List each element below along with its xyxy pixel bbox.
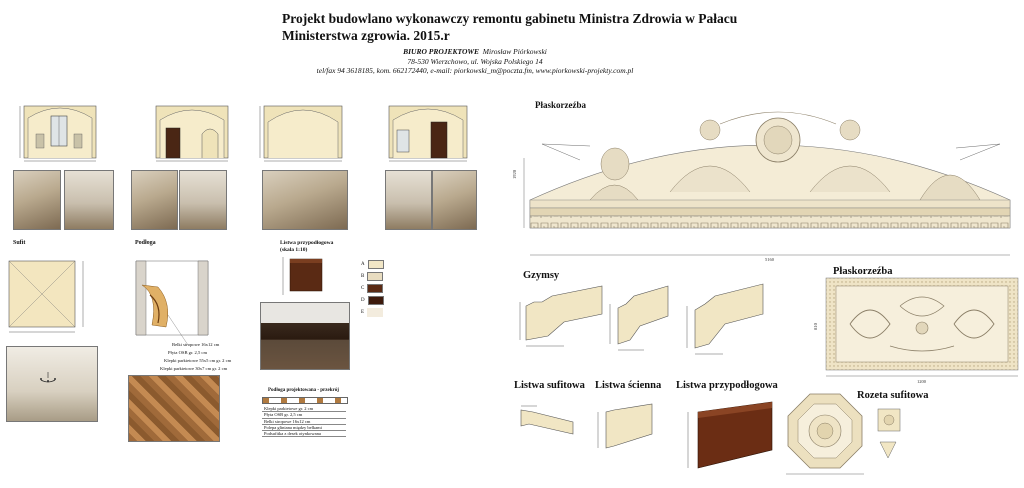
floor-notes: [160, 341, 231, 373]
floor-note-3: Klepki parkietowe 55x5 cm gr. 2 cm: [164, 358, 232, 363]
swatch-e: [367, 308, 383, 317]
swatch-row-e: [361, 308, 384, 317]
office-name: BIURO PROJEKTOWE: [403, 47, 480, 56]
swatch-label-d: D: [361, 298, 365, 303]
swatch-row-d: [361, 296, 384, 305]
baseboard-profile-left: [280, 255, 330, 297]
listwa-label-left: [280, 240, 333, 254]
room-photo-2: [64, 170, 114, 230]
office-contact: tel/fax 94 3618185, kom. 662172440, e-mail: piorkowski_m@poczta.fm, www.piorkowski-projekty.com.pl: [316, 66, 634, 75]
plaskorzezba-top-label: Płaskorzeźba: [535, 100, 586, 110]
room-photo-6: [385, 170, 432, 230]
listwa-sufitowa-label: Listwa sufitowa: [514, 380, 585, 391]
cornice-profile-3: [675, 282, 765, 366]
room-photo-1: [13, 170, 61, 230]
rozeta-label: Rozeta sufitowa: [857, 390, 929, 401]
swatch-label-a: A: [361, 262, 365, 267]
rosette-section-detail: [878, 440, 898, 460]
chandelier-icon: [38, 372, 58, 388]
relief-panel-mid: [820, 276, 1020, 380]
section-row-5: Podsufitka z desek otynkowana: [262, 431, 346, 437]
swatch-c: [367, 284, 383, 293]
title-line-1: Projekt budowlano wykonawczy remontu gabinetu Ministra Zdrowia w Pałacu: [282, 11, 738, 26]
listwa-przypodlogowa-label: Listwa przypodłogowa: [676, 380, 778, 391]
room-photo-7: [432, 170, 477, 230]
swatch-row-b: [361, 272, 384, 281]
listwa-scienna-label: Listwa ścienna: [595, 380, 662, 391]
swatch-label-c: C: [361, 286, 365, 291]
title-line-2: Ministerstwa zgrowia. 2015.r: [282, 28, 450, 43]
parquet-photo: [128, 375, 220, 442]
office-line: [310, 47, 640, 57]
listwa-label-line1: Listwa przypodłogowa: [280, 240, 334, 246]
room-photo-4: [179, 170, 227, 230]
floor-note-4: Klepki parkietowe 30x7 cm gr. 2 cm: [160, 366, 228, 371]
swatch-d: [368, 296, 384, 305]
ceiling-rosette: [780, 388, 870, 478]
section-beam-strip: [262, 397, 348, 404]
dim-height-mid: 810: [812, 323, 818, 330]
section-row-3: Belki stropowe 16x12 cm: [262, 419, 346, 425]
section-title: Podłoga projektowana - przekrój: [268, 388, 339, 393]
office-address: 78-530 Wierzchowo, ul. Wojska Polskiego 14: [407, 56, 543, 66]
color-swatches: [361, 260, 384, 317]
dim-width-top: 5160: [765, 257, 774, 262]
wall-elevation-2: [150, 100, 232, 164]
section-row-4: Polepa gliniana między belkami: [262, 425, 346, 431]
baseboard-photo: [260, 302, 350, 370]
swatch-row-a: [361, 260, 384, 269]
swatch-b: [367, 272, 383, 281]
swatch-a: [368, 260, 384, 269]
ceiling-plan: [5, 255, 90, 335]
wall-elevation-1: [18, 100, 100, 164]
floor-plan: [128, 255, 218, 345]
baseboard-profile-right: [680, 396, 776, 478]
room-photo-5: [262, 170, 348, 230]
office-info: [310, 47, 640, 76]
dim-height-top: 1920: [512, 170, 517, 179]
page-title: [282, 10, 737, 44]
rosette-square-detail: [875, 406, 903, 434]
architect-name: Mirosław Piórkowski: [482, 47, 547, 56]
section-table: [262, 406, 346, 437]
dim-width-mid: 1200: [917, 379, 926, 384]
podloga-label: Podłoga: [135, 240, 156, 246]
floor-note-2: Płyta OSB gr. 2,5 cm: [168, 350, 208, 355]
cornice-profile-2: [600, 282, 670, 362]
wall-molding-profile: [588, 392, 658, 466]
wall-elevation-3: [258, 100, 348, 164]
ceiling-molding-profile: [515, 398, 577, 440]
section-row-1: Klepki parkietowe gr. 2 cm: [262, 406, 346, 412]
swatch-row-c: [361, 284, 384, 293]
relief-panel-top: [520, 100, 1020, 270]
floor-note-1: Belki stropowe 16x12 cm: [172, 342, 220, 347]
plaskorzezba-mid-label: Płaskorzeźba: [833, 266, 893, 277]
sufit-label: Sufit: [13, 240, 26, 246]
listwa-label-line2: (skala 1:10): [280, 247, 308, 253]
wall-elevation-4: [383, 100, 473, 164]
room-photo-3: [131, 170, 178, 230]
swatch-label-e: E: [361, 310, 365, 315]
section-row-2: Płyta OSB gr. 2,5 cm: [262, 412, 346, 418]
cornice-profile-1: [512, 284, 607, 356]
swatch-label-b: B: [361, 274, 365, 279]
gzymsy-label: Gzymsy: [523, 270, 560, 281]
